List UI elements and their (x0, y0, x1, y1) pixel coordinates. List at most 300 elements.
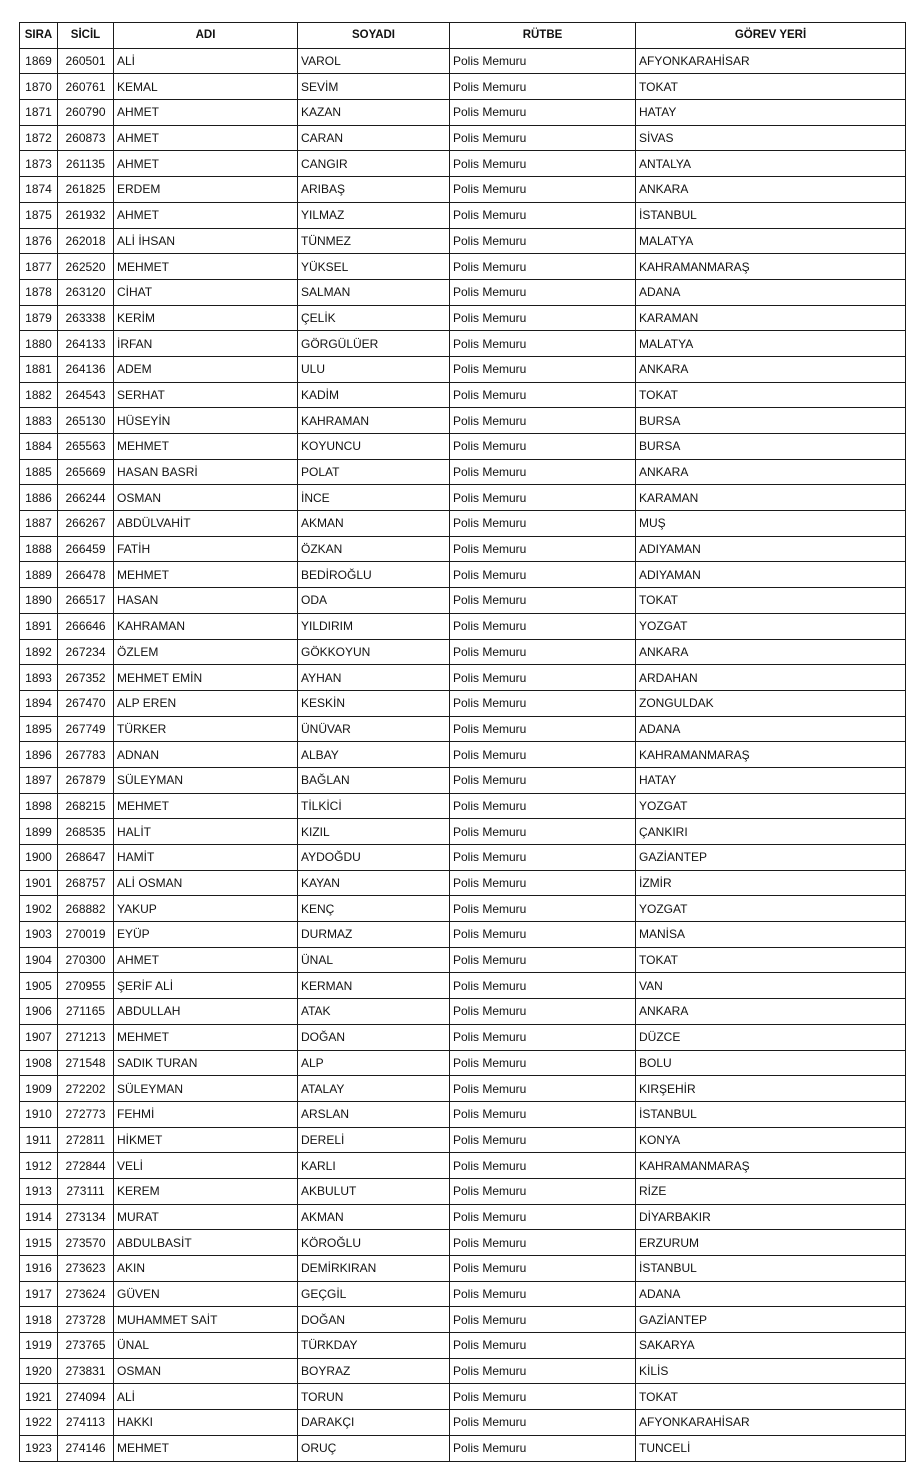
table-row (20, 177, 906, 203)
table-row (20, 1281, 906, 1307)
cell-soyadi: KOYUNCU (298, 434, 450, 460)
cell-adi: HİKMET (114, 1127, 298, 1153)
cell-soyadi: GÖKKOYUN (298, 639, 450, 665)
table-row (20, 922, 906, 948)
table-row (20, 793, 906, 819)
cell-rutbe: Polis Memuru (450, 279, 636, 305)
header-row (20, 23, 906, 49)
cell-sira: 1885 (20, 459, 58, 485)
header-soyadi: SOYADI (298, 23, 450, 49)
cell-gorev-yeri: ARDAHAN (636, 665, 906, 691)
cell-rutbe: Polis Memuru (450, 202, 636, 228)
cell-sira: 1877 (20, 254, 58, 280)
cell-sicil: 261135 (58, 151, 114, 177)
cell-gorev-yeri: ADANA (636, 1281, 906, 1307)
cell-adi: FEHMİ (114, 1101, 298, 1127)
cell-sira: 1874 (20, 177, 58, 203)
cell-adi: ALİ (114, 48, 298, 74)
cell-gorev-yeri: DÜZCE (636, 1024, 906, 1050)
cell-gorev-yeri: TOKAT (636, 588, 906, 614)
cell-adi: ALİ OSMAN (114, 870, 298, 896)
table-row (20, 1435, 906, 1461)
cell-sicil: 272773 (58, 1101, 114, 1127)
cell-soyadi: DEMİRKIRAN (298, 1256, 450, 1282)
cell-rutbe: Polis Memuru (450, 819, 636, 845)
table-row (20, 331, 906, 357)
cell-sicil: 267749 (58, 716, 114, 742)
table-row (20, 1101, 906, 1127)
cell-sicil: 260501 (58, 48, 114, 74)
cell-sira: 1893 (20, 665, 58, 691)
cell-adi: ABDÜLVAHİT (114, 511, 298, 537)
table-row (20, 1204, 906, 1230)
cell-sicil: 267352 (58, 665, 114, 691)
cell-soyadi: AKMAN (298, 1204, 450, 1230)
cell-rutbe: Polis Memuru (450, 1153, 636, 1179)
cell-soyadi: KAZAN (298, 100, 450, 126)
cell-gorev-yeri: ZONGULDAK (636, 690, 906, 716)
cell-soyadi: ATALAY (298, 1076, 450, 1102)
cell-sira: 1903 (20, 922, 58, 948)
table-row (20, 665, 906, 691)
cell-soyadi: KARLI (298, 1153, 450, 1179)
cell-sira: 1911 (20, 1127, 58, 1153)
cell-gorev-yeri: YOZGAT (636, 793, 906, 819)
cell-sira: 1923 (20, 1435, 58, 1461)
cell-sicil: 273831 (58, 1358, 114, 1384)
table-row (20, 1256, 906, 1282)
cell-gorev-yeri: İSTANBUL (636, 1256, 906, 1282)
cell-adi: MEHMET (114, 434, 298, 460)
cell-sira: 1872 (20, 125, 58, 151)
cell-soyadi: KERMAN (298, 973, 450, 999)
table-row (20, 613, 906, 639)
cell-sira: 1906 (20, 999, 58, 1025)
cell-adi: KAHRAMAN (114, 613, 298, 639)
cell-sicil: 266244 (58, 485, 114, 511)
cell-rutbe: Polis Memuru (450, 459, 636, 485)
cell-sira: 1920 (20, 1358, 58, 1384)
cell-adi: ADNAN (114, 742, 298, 768)
cell-gorev-yeri: ANKARA (636, 639, 906, 665)
cell-soyadi: KAYAN (298, 870, 450, 896)
table-row (20, 742, 906, 768)
cell-sicil: 263338 (58, 305, 114, 331)
cell-adi: AHMET (114, 151, 298, 177)
cell-sicil: 260790 (58, 100, 114, 126)
header-sicil: SİCİL (58, 23, 114, 49)
cell-rutbe: Polis Memuru (450, 536, 636, 562)
table-row (20, 1333, 906, 1359)
cell-sira: 1900 (20, 845, 58, 871)
cell-adi: FATİH (114, 536, 298, 562)
cell-adi: ABDULLAH (114, 999, 298, 1025)
cell-adi: ERDEM (114, 177, 298, 203)
cell-sira: 1875 (20, 202, 58, 228)
cell-gorev-yeri: MALATYA (636, 228, 906, 254)
cell-soyadi: İNCE (298, 485, 450, 511)
table-row (20, 896, 906, 922)
cell-gorev-yeri: KARAMAN (636, 305, 906, 331)
cell-rutbe: Polis Memuru (450, 177, 636, 203)
cell-sira: 1909 (20, 1076, 58, 1102)
table-row (20, 690, 906, 716)
table-row (20, 74, 906, 100)
cell-sicil: 273728 (58, 1307, 114, 1333)
cell-sicil: 270300 (58, 947, 114, 973)
cell-sicil: 274146 (58, 1435, 114, 1461)
table-row (20, 1410, 906, 1436)
cell-sira: 1892 (20, 639, 58, 665)
cell-adi: OSMAN (114, 1358, 298, 1384)
cell-sira: 1886 (20, 485, 58, 511)
table-row (20, 279, 906, 305)
cell-sira: 1901 (20, 870, 58, 896)
cell-sira: 1905 (20, 973, 58, 999)
cell-sicil: 265669 (58, 459, 114, 485)
cell-rutbe: Polis Memuru (450, 1281, 636, 1307)
cell-gorev-yeri: ÇANKIRI (636, 819, 906, 845)
cell-sira: 1889 (20, 562, 58, 588)
cell-soyadi: DERELİ (298, 1127, 450, 1153)
cell-sicil: 262520 (58, 254, 114, 280)
cell-rutbe: Polis Memuru (450, 48, 636, 74)
cell-adi: HASAN BASRİ (114, 459, 298, 485)
cell-rutbe: Polis Memuru (450, 408, 636, 434)
cell-soyadi: TÜNMEZ (298, 228, 450, 254)
cell-rutbe: Polis Memuru (450, 382, 636, 408)
cell-gorev-yeri: KAHRAMANMARAŞ (636, 742, 906, 768)
cell-adi: HASAN (114, 588, 298, 614)
cell-adi: CİHAT (114, 279, 298, 305)
cell-sira: 1884 (20, 434, 58, 460)
table-row (20, 1153, 906, 1179)
cell-rutbe: Polis Memuru (450, 356, 636, 382)
cell-gorev-yeri: TUNCELİ (636, 1435, 906, 1461)
cell-sira: 1899 (20, 819, 58, 845)
cell-sira: 1908 (20, 1050, 58, 1076)
cell-rutbe: Polis Memuru (450, 1435, 636, 1461)
cell-gorev-yeri: HATAY (636, 100, 906, 126)
cell-sira: 1904 (20, 947, 58, 973)
cell-sira: 1890 (20, 588, 58, 614)
cell-rutbe: Polis Memuru (450, 562, 636, 588)
cell-gorev-yeri: ANKARA (636, 999, 906, 1025)
cell-gorev-yeri: ADANA (636, 279, 906, 305)
cell-sicil: 273570 (58, 1230, 114, 1256)
cell-soyadi: YILDIRIM (298, 613, 450, 639)
cell-sicil: 264543 (58, 382, 114, 408)
cell-rutbe: Polis Memuru (450, 767, 636, 793)
cell-sicil: 268215 (58, 793, 114, 819)
cell-gorev-yeri: İZMİR (636, 870, 906, 896)
cell-sira: 1873 (20, 151, 58, 177)
table-row (20, 562, 906, 588)
cell-soyadi: DOĞAN (298, 1307, 450, 1333)
cell-soyadi: AYDOĞDU (298, 845, 450, 871)
cell-adi: ALP EREN (114, 690, 298, 716)
cell-sicil: 271548 (58, 1050, 114, 1076)
cell-rutbe: Polis Memuru (450, 1127, 636, 1153)
cell-adi: KERİM (114, 305, 298, 331)
cell-sicil: 265130 (58, 408, 114, 434)
cell-gorev-yeri: MUŞ (636, 511, 906, 537)
table-row (20, 125, 906, 151)
cell-sicil: 273111 (58, 1178, 114, 1204)
cell-sira: 1881 (20, 356, 58, 382)
cell-gorev-yeri: TOKAT (636, 74, 906, 100)
cell-rutbe: Polis Memuru (450, 151, 636, 177)
personnel-table (19, 22, 906, 1462)
cell-sira: 1879 (20, 305, 58, 331)
table-row (20, 1178, 906, 1204)
cell-rutbe: Polis Memuru (450, 1101, 636, 1127)
cell-sira: 1894 (20, 690, 58, 716)
table-row (20, 485, 906, 511)
cell-soyadi: KÖROĞLU (298, 1230, 450, 1256)
cell-rutbe: Polis Memuru (450, 1307, 636, 1333)
header-rutbe: RÜTBE (450, 23, 636, 49)
cell-adi: İRFAN (114, 331, 298, 357)
cell-adi: AHMET (114, 100, 298, 126)
cell-soyadi: ÇELİK (298, 305, 450, 331)
cell-soyadi: ÜNAL (298, 947, 450, 973)
cell-rutbe: Polis Memuru (450, 1410, 636, 1436)
cell-adi: SADIK TURAN (114, 1050, 298, 1076)
cell-rutbe: Polis Memuru (450, 1230, 636, 1256)
cell-soyadi: KIZIL (298, 819, 450, 845)
cell-soyadi: CANGIR (298, 151, 450, 177)
cell-sicil: 267234 (58, 639, 114, 665)
cell-soyadi: SEVİM (298, 74, 450, 100)
table-row (20, 767, 906, 793)
cell-sira: 1910 (20, 1101, 58, 1127)
header-gorev-yeri: GÖREV YERİ (636, 23, 906, 49)
cell-adi: ALİ (114, 1384, 298, 1410)
cell-gorev-yeri: KAHRAMANMARAŞ (636, 1153, 906, 1179)
cell-rutbe: Polis Memuru (450, 1178, 636, 1204)
cell-gorev-yeri: ANTALYA (636, 151, 906, 177)
cell-sira: 1922 (20, 1410, 58, 1436)
cell-sicil: 264136 (58, 356, 114, 382)
cell-sira: 1919 (20, 1333, 58, 1359)
cell-sira: 1917 (20, 1281, 58, 1307)
cell-soyadi: ULU (298, 356, 450, 382)
cell-sicil: 274094 (58, 1384, 114, 1410)
cell-rutbe: Polis Memuru (450, 100, 636, 126)
table-row (20, 305, 906, 331)
cell-adi: MEHMET (114, 793, 298, 819)
cell-adi: MEHMET (114, 562, 298, 588)
cell-adi: ÜNAL (114, 1333, 298, 1359)
cell-sira: 1913 (20, 1178, 58, 1204)
cell-soyadi: ÜNÜVAR (298, 716, 450, 742)
table-row (20, 536, 906, 562)
cell-rutbe: Polis Memuru (450, 613, 636, 639)
table-row (20, 1307, 906, 1333)
cell-sira: 1896 (20, 742, 58, 768)
table-row (20, 1050, 906, 1076)
cell-soyadi: TİLKİCİ (298, 793, 450, 819)
cell-sicil: 264133 (58, 331, 114, 357)
cell-adi: HALİT (114, 819, 298, 845)
cell-adi: MEHMET (114, 254, 298, 280)
cell-adi: HAMİT (114, 845, 298, 871)
cell-adi: ADEM (114, 356, 298, 382)
table-row (20, 1127, 906, 1153)
table-row (20, 408, 906, 434)
cell-rutbe: Polis Memuru (450, 947, 636, 973)
cell-gorev-yeri: KONYA (636, 1127, 906, 1153)
cell-soyadi: AYHAN (298, 665, 450, 691)
cell-adi: OSMAN (114, 485, 298, 511)
cell-rutbe: Polis Memuru (450, 434, 636, 460)
cell-soyadi: KADİM (298, 382, 450, 408)
table-row (20, 459, 906, 485)
cell-rutbe: Polis Memuru (450, 716, 636, 742)
cell-rutbe: Polis Memuru (450, 125, 636, 151)
cell-rutbe: Polis Memuru (450, 896, 636, 922)
cell-sira: 1869 (20, 48, 58, 74)
cell-rutbe: Polis Memuru (450, 331, 636, 357)
cell-adi: KEREM (114, 1178, 298, 1204)
cell-sira: 1895 (20, 716, 58, 742)
cell-soyadi: TORUN (298, 1384, 450, 1410)
cell-soyadi: SALMAN (298, 279, 450, 305)
cell-gorev-yeri: YOZGAT (636, 896, 906, 922)
cell-rutbe: Polis Memuru (450, 74, 636, 100)
cell-sicil: 266478 (58, 562, 114, 588)
cell-gorev-yeri: KARAMAN (636, 485, 906, 511)
header-adi: ADI (114, 23, 298, 49)
cell-sira: 1878 (20, 279, 58, 305)
cell-gorev-yeri: MALATYA (636, 331, 906, 357)
cell-soyadi: CARAN (298, 125, 450, 151)
cell-adi: MUHAMMET SAİT (114, 1307, 298, 1333)
cell-sira: 1907 (20, 1024, 58, 1050)
cell-rutbe: Polis Memuru (450, 665, 636, 691)
cell-rutbe: Polis Memuru (450, 588, 636, 614)
cell-sira: 1882 (20, 382, 58, 408)
cell-adi: AHMET (114, 947, 298, 973)
cell-sicil: 268757 (58, 870, 114, 896)
cell-rutbe: Polis Memuru (450, 254, 636, 280)
cell-sira: 1916 (20, 1256, 58, 1282)
cell-soyadi: KENÇ (298, 896, 450, 922)
cell-adi: MURAT (114, 1204, 298, 1230)
cell-rutbe: Polis Memuru (450, 305, 636, 331)
cell-rutbe: Polis Memuru (450, 639, 636, 665)
table-row (20, 1384, 906, 1410)
cell-adi: ÖZLEM (114, 639, 298, 665)
cell-rutbe: Polis Memuru (450, 511, 636, 537)
cell-soyadi: GÖRGÜLÜER (298, 331, 450, 357)
cell-rutbe: Polis Memuru (450, 742, 636, 768)
cell-gorev-yeri: BOLU (636, 1050, 906, 1076)
table-row (20, 870, 906, 896)
cell-gorev-yeri: ANKARA (636, 356, 906, 382)
cell-sicil: 270955 (58, 973, 114, 999)
cell-sira: 1883 (20, 408, 58, 434)
cell-adi: YAKUP (114, 896, 298, 922)
table-row (20, 1076, 906, 1102)
cell-gorev-yeri: BURSA (636, 408, 906, 434)
cell-soyadi: TÜRKDAY (298, 1333, 450, 1359)
cell-sira: 1880 (20, 331, 58, 357)
cell-rutbe: Polis Memuru (450, 999, 636, 1025)
cell-adi: ŞERİF ALİ (114, 973, 298, 999)
cell-sira: 1876 (20, 228, 58, 254)
cell-sira: 1914 (20, 1204, 58, 1230)
table-row (20, 511, 906, 537)
cell-gorev-yeri: İSTANBUL (636, 1101, 906, 1127)
table-row (20, 151, 906, 177)
table-row (20, 228, 906, 254)
cell-sicil: 260873 (58, 125, 114, 151)
cell-rutbe: Polis Memuru (450, 845, 636, 871)
cell-adi: SÜLEYMAN (114, 1076, 298, 1102)
cell-rutbe: Polis Memuru (450, 1024, 636, 1050)
cell-rutbe: Polis Memuru (450, 1358, 636, 1384)
cell-soyadi: ORUÇ (298, 1435, 450, 1461)
cell-sira: 1921 (20, 1384, 58, 1410)
table-row (20, 434, 906, 460)
cell-sicil: 268882 (58, 896, 114, 922)
cell-adi: TÜRKER (114, 716, 298, 742)
cell-rutbe: Polis Memuru (450, 228, 636, 254)
cell-gorev-yeri: DİYARBAKIR (636, 1204, 906, 1230)
table-body (20, 48, 906, 1461)
cell-sicil: 260761 (58, 74, 114, 100)
cell-soyadi: YÜKSEL (298, 254, 450, 280)
table-row (20, 100, 906, 126)
cell-adi: ALİ İHSAN (114, 228, 298, 254)
cell-gorev-yeri: İSTANBUL (636, 202, 906, 228)
cell-sira: 1897 (20, 767, 58, 793)
cell-sicil: 265563 (58, 434, 114, 460)
cell-sicil: 263120 (58, 279, 114, 305)
cell-sicil: 271213 (58, 1024, 114, 1050)
table-row (20, 254, 906, 280)
cell-soyadi: BEDİROĞLU (298, 562, 450, 588)
cell-gorev-yeri: BURSA (636, 434, 906, 460)
cell-sicil: 268535 (58, 819, 114, 845)
cell-sicil: 267783 (58, 742, 114, 768)
cell-sira: 1915 (20, 1230, 58, 1256)
cell-sicil: 261825 (58, 177, 114, 203)
cell-sira: 1871 (20, 100, 58, 126)
cell-adi: MEHMET (114, 1024, 298, 1050)
cell-gorev-yeri: MANİSA (636, 922, 906, 948)
cell-soyadi: GEÇGİL (298, 1281, 450, 1307)
cell-gorev-yeri: ERZURUM (636, 1230, 906, 1256)
cell-gorev-yeri: KAHRAMANMARAŞ (636, 254, 906, 280)
cell-rutbe: Polis Memuru (450, 973, 636, 999)
cell-rutbe: Polis Memuru (450, 1076, 636, 1102)
cell-rutbe: Polis Memuru (450, 1050, 636, 1076)
cell-sira: 1888 (20, 536, 58, 562)
cell-adi: AHMET (114, 125, 298, 151)
cell-sicil: 273134 (58, 1204, 114, 1230)
cell-gorev-yeri: GAZİANTEP (636, 845, 906, 871)
cell-soyadi: YILMAZ (298, 202, 450, 228)
cell-gorev-yeri: ADANA (636, 716, 906, 742)
cell-gorev-yeri: HATAY (636, 767, 906, 793)
cell-soyadi: AKMAN (298, 511, 450, 537)
cell-sira: 1870 (20, 74, 58, 100)
cell-sira: 1918 (20, 1307, 58, 1333)
cell-soyadi: ODA (298, 588, 450, 614)
